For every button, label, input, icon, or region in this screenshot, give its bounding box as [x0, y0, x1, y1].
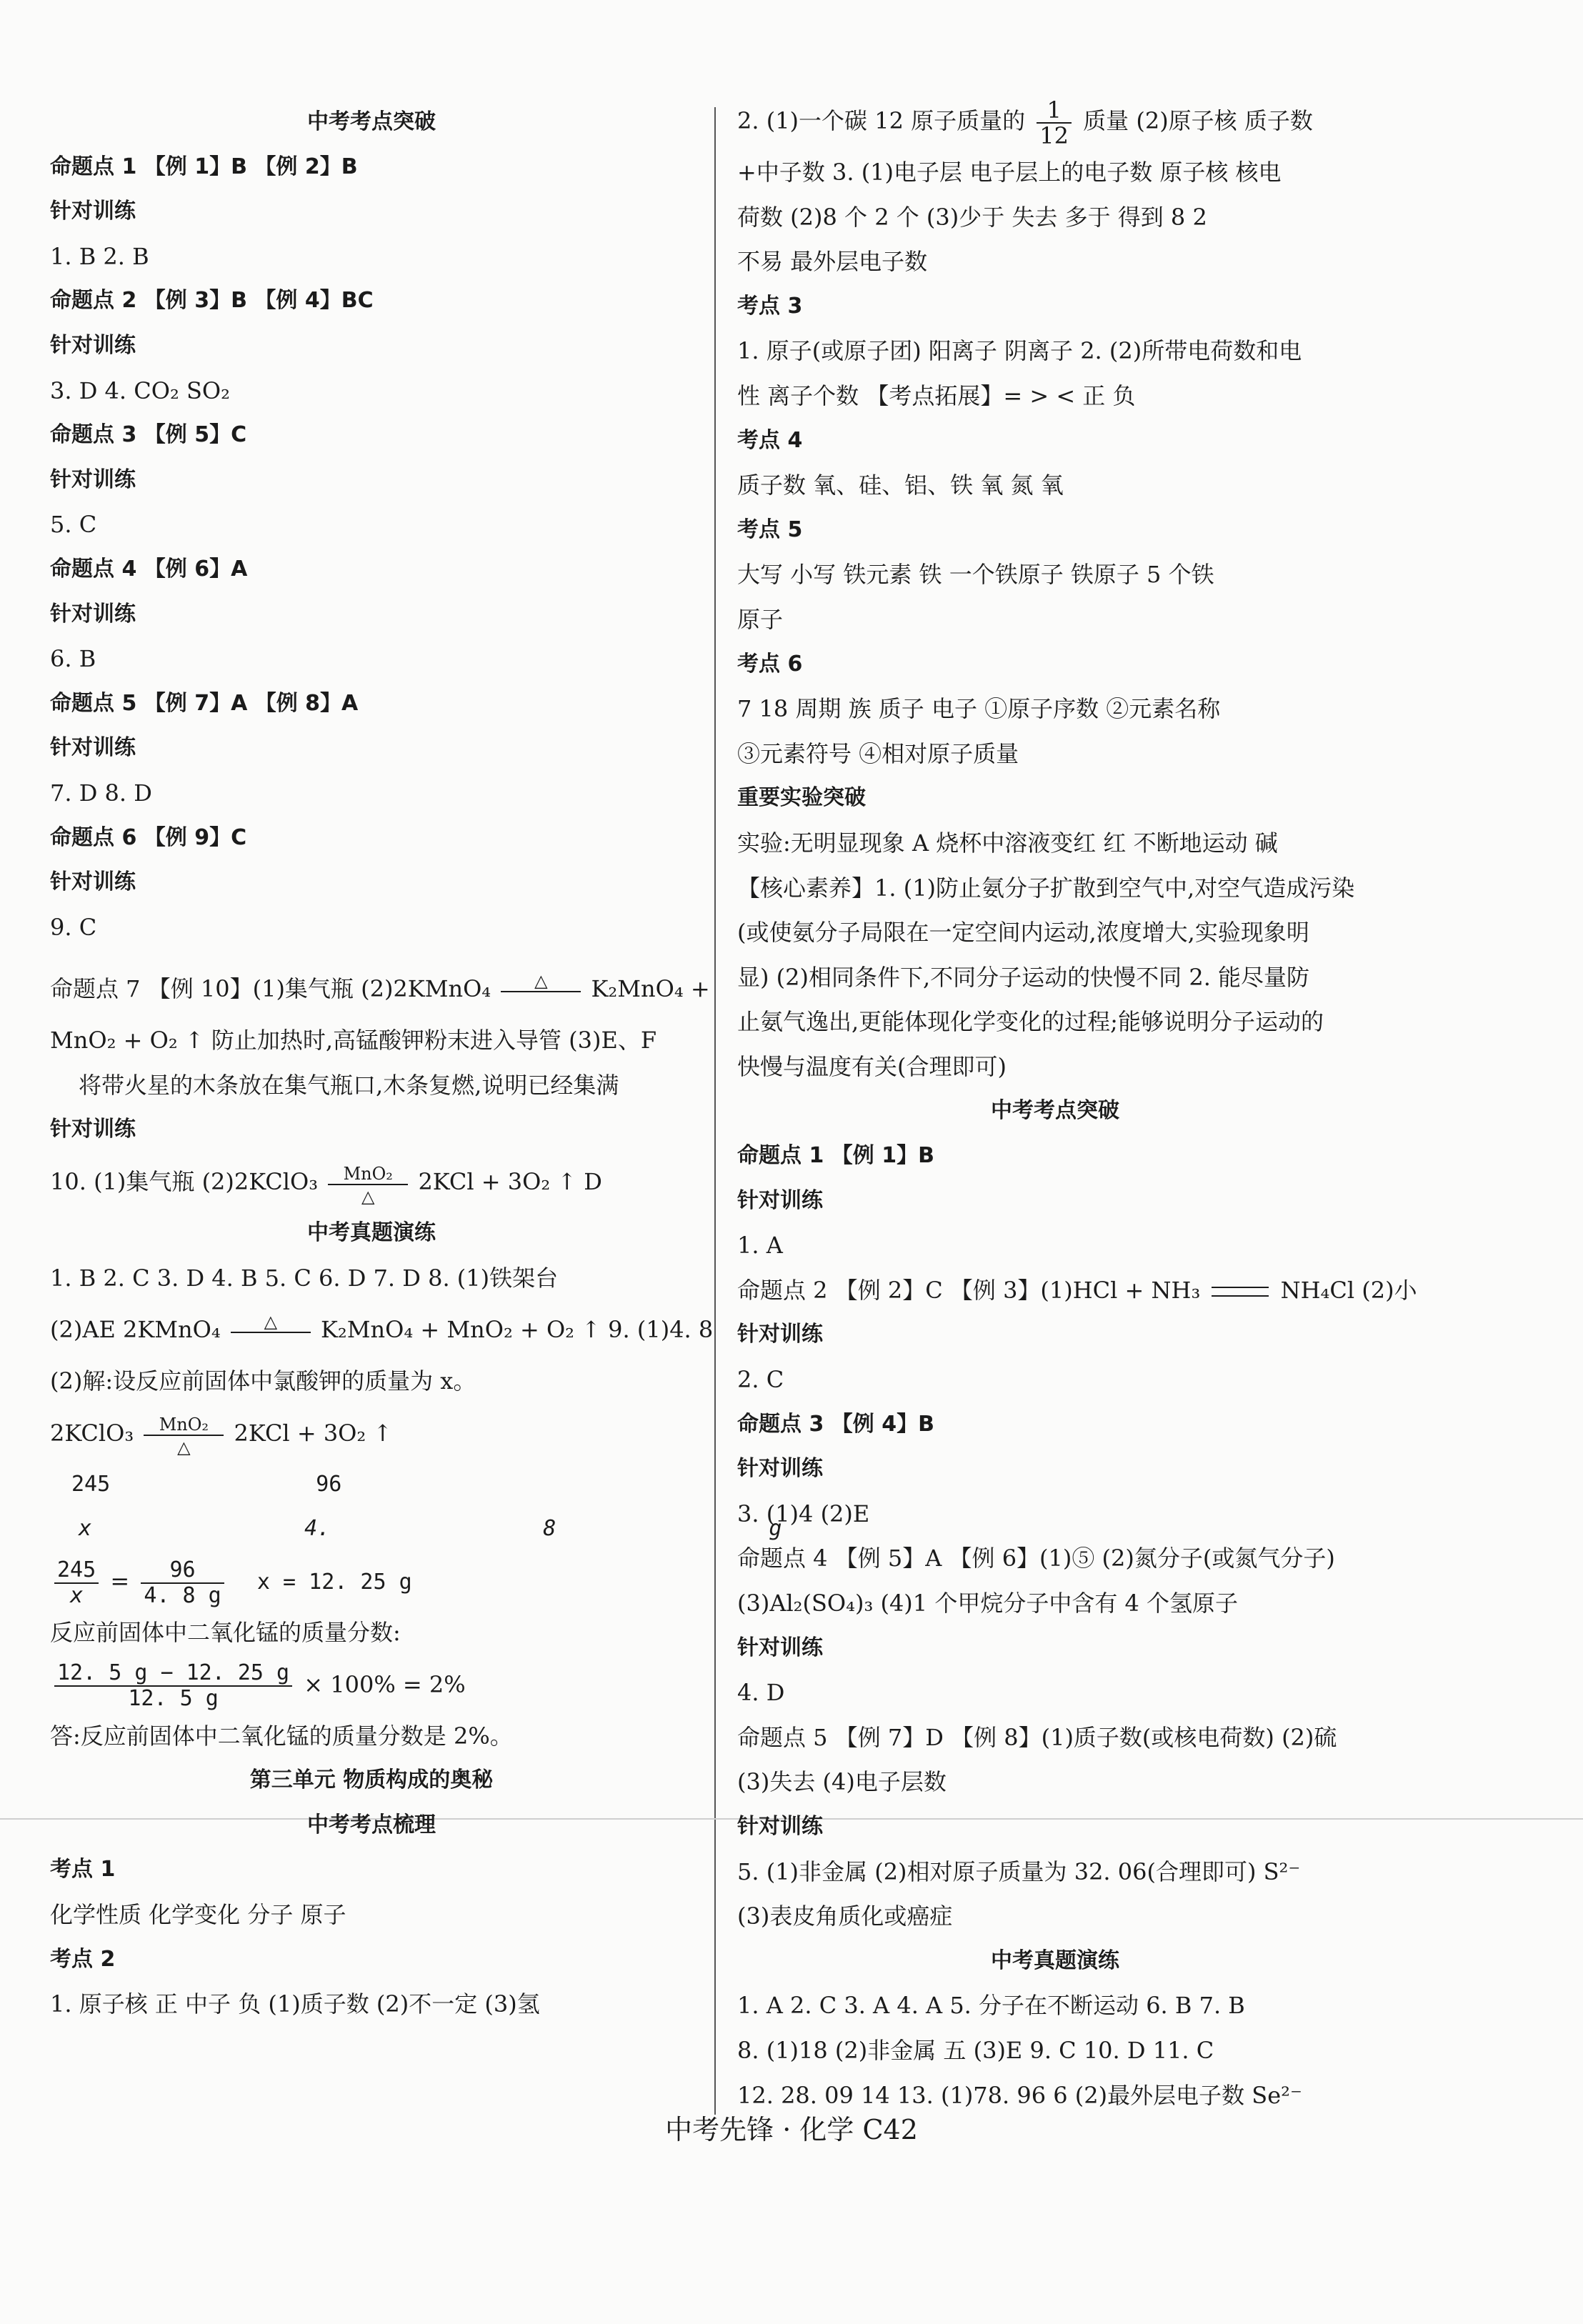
percentage-line — [50, 1655, 693, 1714]
equation-line — [737, 1268, 1417, 1313]
answer-line: 命题点 4 【例 6】A — [50, 556, 248, 582]
fraction — [141, 1558, 224, 1608]
answer-line: 将带火星的木条放在集气瓶口,木条复燃,说明已经集满 — [79, 1071, 619, 1099]
answer-line: 命题点 2 【例 3】B 【例 4】BC — [50, 288, 374, 314]
answer-line: (3)失去 (4)电子层数 — [737, 1768, 947, 1796]
answer-line: 1. 原子(或原子团) 阳离子 阴离子 2. (2)所带电荷数和电 — [737, 337, 1302, 365]
heat-symbol: △ — [264, 1311, 278, 1332]
answer-line: 6. B — [50, 645, 96, 673]
answer-line: 质子数 氧、硅、铝、铁 氧 氮 氧 — [737, 472, 1064, 499]
equation-text: 10. (1)集气瓶 (2)2KClO₃ — [50, 1168, 319, 1196]
equation-text: K₂MnO₄ + MnO₂ + O₂ ↑ 9. (1)4. 8 — [321, 1316, 714, 1344]
fraction — [54, 1558, 99, 1608]
answer-text: NH₄Cl (2)小 — [1280, 1276, 1417, 1304]
catalyst-label: MnO₂ — [159, 1415, 209, 1435]
subheading: 针对训练 — [50, 869, 136, 895]
equation-text: 2KClO₃ — [50, 1419, 134, 1447]
equation-line — [50, 1152, 693, 1211]
answer-line: 不易 最外层电子数 — [737, 248, 928, 276]
answer-line: 1. B 2. C 3. D 4. B 5. C 6. D 7. D 8. (1)铁架台 — [50, 1264, 559, 1292]
equal-sign: = — [110, 1567, 130, 1595]
calc-line: 245 96 — [71, 1471, 342, 1497]
heat-symbol: △ — [177, 1437, 191, 1458]
reaction-condition — [231, 1310, 311, 1353]
section-title: 中考考点突破 — [307, 109, 436, 134]
answer-line: 5. C — [50, 511, 97, 539]
answer-line: ③元素符号 ④相对原子质量 — [737, 739, 1019, 767]
answer-line: 4. D — [737, 1679, 785, 1707]
subheading: 针对训练 — [737, 1635, 823, 1660]
reaction-bar — [231, 1332, 311, 1333]
section-title: 中考考点梳理 — [307, 1812, 436, 1837]
answer-line: (2)解:设反应前固体中氯酸钾的质量为 x。 — [50, 1367, 476, 1395]
subheading: 针对训练 — [50, 601, 136, 627]
heat-symbol: △ — [361, 1186, 375, 1207]
reaction-bar — [501, 991, 581, 992]
subheading: 考点 5 — [737, 517, 803, 542]
fraction — [54, 1661, 292, 1711]
answer-text: 2. (1)一个碳 12 原子质量的 — [737, 107, 1026, 134]
answer-line: 命题点 5 【例 7】D 【例 8】(1)质子数(或核电荷数) (2)硫 — [737, 1723, 1337, 1751]
subheading: 考点 3 — [737, 293, 803, 319]
unit-title: 第三单元 物质构成的奥秘 — [249, 1767, 494, 1793]
answer-line: 1. A — [737, 1232, 783, 1260]
answer-line: 命题点 1 【例 1】B 【例 2】B — [50, 154, 358, 179]
subheading: 考点 6 — [737, 651, 803, 677]
answer-line: 命题点 1 【例 1】B — [737, 1143, 934, 1169]
answer-line: 命题点 4 【例 5】A 【例 6】(1)⑤ (2)氮分子(或氮气分子) — [737, 1545, 1335, 1572]
answer-line: 9. C — [50, 913, 97, 941]
answer-line: 1. B 2. B — [50, 242, 149, 270]
subheading: 针对训练 — [737, 1187, 823, 1213]
right-column — [737, 96, 1417, 2118]
answer-line: 实验:无明显现象 A 烧杯中溶液变红 红 不断地运动 碱 — [737, 829, 1278, 857]
subheading: 针对训练 — [50, 467, 136, 492]
answer-text: 命题点 2 【例 2】C 【例 3】(1)HCl + NH₃ — [737, 1276, 1201, 1304]
equation-text: (2)AE 2KMnO₄ — [50, 1316, 221, 1344]
answer-line: 【核心素养】1. (1)防止氨分子扩散到空气中,对空气造成污染 — [737, 874, 1355, 902]
answer-line: 命题点 3 【例 5】C — [50, 422, 247, 448]
section-title: 中考真题演练 — [991, 1948, 1119, 1973]
reaction-bar — [328, 1184, 408, 1185]
subheading: 针对训练 — [737, 1456, 823, 1482]
calc-result: × 100% = 2% — [304, 1670, 466, 1698]
answer-line: 答:反应前固体中二氧化锰的质量分数是 2%。 — [50, 1722, 513, 1750]
answer-line: 大写 小写 铁元素 铁 一个铁原子 铁原子 5 个铁 — [737, 561, 1214, 589]
numerator: 96 — [141, 1558, 224, 1584]
subheading: 考点 1 — [50, 1857, 116, 1882]
answer-line: 7. D 8. D — [50, 779, 152, 807]
answer-line: 命题点 6 【例 9】C — [50, 824, 247, 850]
equation-text: 2KCl + 3O₂ ↑ — [234, 1419, 393, 1447]
subheading: 针对训练 — [50, 332, 136, 358]
proportion-line — [50, 1552, 693, 1610]
answer-line: (或使氨分子局限在一定空间内运动,浓度增大,实验现象明 — [737, 919, 1309, 947]
double-bar-equals — [1212, 1287, 1269, 1297]
section-title: 中考考点突破 — [991, 1098, 1119, 1124]
answer-line: 1. 原子核 正 中子 负 (1)质子数 (2)不一定 (3)氢 — [50, 1990, 540, 2018]
section-title: 中考真题演练 — [307, 1220, 436, 1246]
equation-text: K₂MnO₄ + — [591, 975, 710, 1003]
reaction-bar — [144, 1435, 224, 1436]
answer-line: 荷数 (2)8 个 2 个 (3)少于 失去 多于 得到 8 2 — [737, 203, 1207, 231]
answer-text: 质量 (2)原子核 质子数 — [1083, 107, 1313, 134]
answer-line: 显) (2)相同条件下,不同分子运动的快慢不同 2. 能尽量防 — [737, 963, 1310, 991]
answer-line: 8. (1)18 (2)非金属 五 (3)E 9. C 10. D 11. C — [737, 2036, 1214, 2064]
subheading: 针对训练 — [50, 735, 136, 761]
answer-line: +中子数 3. (1)电子层 电子层上的电子数 原子核 核电 — [737, 159, 1282, 186]
fraction — [1037, 98, 1072, 148]
answer-line: 快慢与温度有关(合理即可) — [737, 1052, 1007, 1080]
equation-line — [50, 1300, 714, 1359]
reaction-condition — [144, 1413, 224, 1456]
subheading: 考点 2 — [50, 1946, 116, 1972]
answer-line: (3)表皮角质化或癌症 — [737, 1902, 953, 1930]
denominator: 12. 5 g — [128, 1686, 219, 1712]
answer-line: 命题点 3 【例 4】B — [737, 1411, 934, 1437]
page-footer: 中考先锋 · 化学 C42 — [665, 2114, 918, 2145]
equation-text: 2KCl + 3O₂ ↑ D — [418, 1168, 602, 1196]
heat-symbol: △ — [534, 970, 548, 991]
subheading: 考点 4 — [737, 427, 803, 453]
answer-line: 7 18 周期 族 质子 电子 ①原子序数 ②元素名称 — [737, 695, 1221, 723]
denominator: x — [70, 1582, 84, 1608]
subheading: 针对训练 — [737, 1322, 823, 1347]
answer-line: 1. A 2. C 3. A 4. A 5. 分子在不断运动 6. B 7. B — [737, 1992, 1245, 2020]
equation-line — [50, 1404, 693, 1462]
subheading: 针对训练 — [737, 1813, 823, 1839]
denominator: 12 — [1039, 121, 1069, 149]
column-divider — [714, 107, 716, 2115]
answer-line: MnO₂ + O₂ ↑ 防止加热时,高锰酸钾粉末进入导管 (3)E、F — [50, 1027, 657, 1054]
reaction-condition — [328, 1162, 408, 1205]
answer-line: 3. (1)4 (2)E — [737, 1500, 870, 1527]
denominator: 4. 8 g — [144, 1582, 221, 1608]
numerator: 1 — [1037, 98, 1072, 124]
reaction-condition — [501, 969, 581, 1012]
calc-result: x = 12. 25 g — [256, 1570, 412, 1595]
catalyst-label: MnO₂ — [343, 1163, 393, 1184]
calc-line: x 4. 8 g — [79, 1516, 782, 1542]
answer-line: 3. D 4. CO₂ SO₂ — [50, 376, 230, 404]
answer-line: 5. (1)非金属 (2)相对原子质量为 32. 06(合理即可) S²⁻ — [737, 1857, 1301, 1885]
answer-line: (3)Al₂(SO₄)₃ (4)1 个甲烷分子中含有 4 个氢原子 — [737, 1590, 1239, 1617]
answer-line — [737, 91, 1373, 150]
numerator: 12. 5 g − 12. 25 g — [54, 1661, 292, 1687]
numerator: 245 — [54, 1558, 99, 1584]
equation-text: 命题点 7 【例 10】(1)集气瓶 (2)2KMnO₄ — [50, 975, 491, 1003]
answer-line: 性 离子个数 【考点拓展】= > < 正 负 — [737, 381, 1136, 409]
equation-line — [50, 959, 710, 1018]
answer-line: 反应前固体中二氧化锰的质量分数: — [50, 1619, 401, 1647]
answer-line: 化学性质 化学变化 分子 原子 — [50, 1901, 346, 1928]
answer-line: 2. C — [737, 1366, 784, 1394]
answer-line: 命题点 5 【例 7】A 【例 8】A — [50, 690, 359, 716]
subheading: 重要实验突破 — [737, 785, 866, 811]
answer-line: 12. 28. 09 14 13. (1)78. 96 6 (2)最外层电子数 Se²⁻ — [737, 2081, 1302, 2109]
answer-line: 止氨气逸出,更能体现化学变化的过程;能够说明分子运动的 — [737, 1008, 1324, 1036]
subheading: 针对训练 — [50, 1117, 136, 1142]
subheading: 针对训练 — [50, 199, 136, 224]
answer-line: 原子 — [737, 605, 784, 633]
